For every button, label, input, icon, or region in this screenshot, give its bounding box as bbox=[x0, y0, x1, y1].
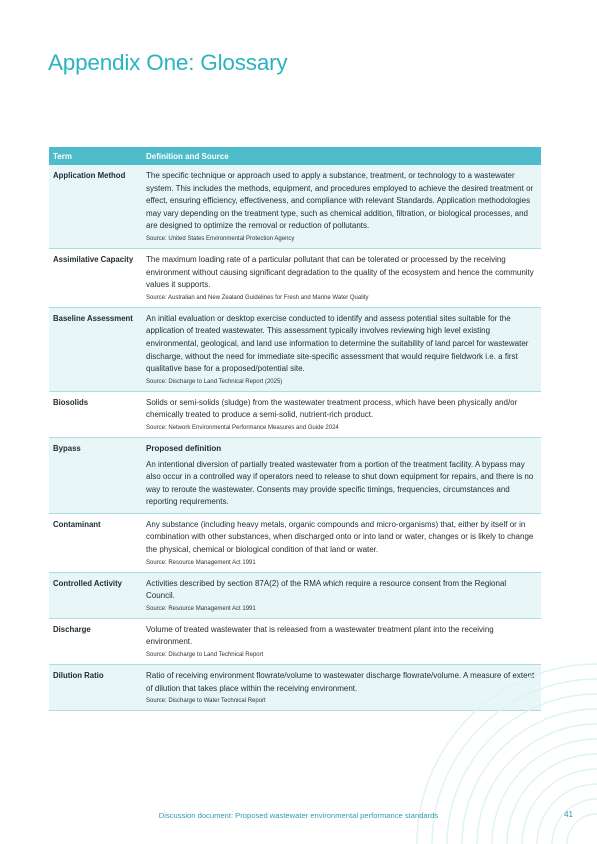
term-cell: Bypass bbox=[49, 437, 142, 513]
page-number: 41 bbox=[564, 810, 573, 819]
glossary-table bbox=[49, 147, 541, 711]
term-cell: Assimilative Capacity bbox=[49, 248, 142, 307]
definition-cell bbox=[142, 618, 541, 664]
term-cell: Dilution Ratio bbox=[49, 665, 142, 711]
table-row bbox=[49, 165, 541, 248]
table-row bbox=[49, 437, 541, 513]
definition-cell bbox=[142, 307, 541, 391]
term-cell: Controlled Activity bbox=[49, 572, 142, 618]
definition-text: Any substance (including heavy metals, organic compounds and micro-organisms) that, either by itself or in combination with other substances, when discharged onto or into land or water, changes or is likely to change the physical, chemical or biological condition of that land or water. bbox=[146, 519, 534, 555]
definition-text: Ratio of receiving environment flowrate/volume to wastewater discharge flowrate/volume. A measure of extent of dilution that takes place within the receiving environment. bbox=[146, 671, 535, 693]
definition-source: Source: Resource Management Act 1991 bbox=[146, 559, 256, 566]
definition-text: An initial evaluation or desktop exercise conducted to identify and assess potential sites suitable for the application of treated wastewater. This assessment typically involves reviewing high level existing environmental, geological, and land use information to determine the suitability of land parcel for wastewater discharge, without the need for immediate site-specific assessment that would require fieldwork i.e. a first qualitative base for a proposed/potential site. bbox=[146, 313, 529, 374]
table-row bbox=[49, 572, 541, 618]
table-row bbox=[49, 665, 541, 711]
definition-cell bbox=[142, 248, 541, 307]
table-row bbox=[49, 248, 541, 307]
definition-cell bbox=[142, 513, 541, 572]
page-footer: Discussion document: Proposed wastewater environmental performance standards bbox=[158, 811, 439, 820]
definition-text: Solids or semi-solids (sludge) from the wastewater treatment process, which have been physically and/or chemically treated to produce a semi-solid, nutrient-rich product. bbox=[146, 397, 518, 420]
definition-cell bbox=[142, 572, 541, 618]
definition-source: Source: Resource Management Act 1991 bbox=[146, 605, 256, 612]
term-cell: Discharge bbox=[49, 618, 142, 664]
table-row bbox=[49, 391, 541, 437]
table-header-row bbox=[49, 147, 541, 165]
definition-cell bbox=[142, 391, 541, 437]
term-cell: Application Method bbox=[49, 165, 142, 248]
term-cell: Biosolids bbox=[49, 391, 142, 437]
definition-source: Source: United States Environmental Protection Agency bbox=[146, 235, 295, 242]
column-header-definition: Definition and Source bbox=[142, 147, 541, 165]
definition-source: Source: Discharge to Water Technical Report bbox=[146, 698, 266, 705]
definition-source: Source: Network Environmental Performance Measures and Guide 2024 bbox=[146, 424, 339, 431]
definition-source: Source: Discharge to Land Technical Report (2025) bbox=[146, 378, 283, 385]
definition-cell bbox=[142, 165, 541, 248]
table-row bbox=[49, 513, 541, 572]
definition-text: Activities described by section 87A(2) of the RMA which require a resource consent from the Regional Council. bbox=[146, 578, 507, 601]
term-cell: Baseline Assessment bbox=[49, 307, 142, 391]
definition-cell bbox=[142, 437, 541, 513]
table-row bbox=[49, 618, 541, 664]
page-title: Appendix One: Glossary bbox=[48, 50, 288, 75]
definition-text: The specific technique or approach used to apply a substance, treatment, or technology to a wastewater system. This includes the methods, equipment, and procedures employed to achieve the desired treatment or effect, ensuring efficiency, effectiveness, and compliance with relevant Standards. Application methodologies may vary depending on the treatment type, such as chemical addition, filtration, or biological processes, and are designed to optimize the removal or reduction of pollutants. bbox=[146, 171, 534, 231]
column-header-term: Term bbox=[49, 147, 142, 165]
definition-text: Volume of treated wastewater that is released from a wastewater treatment plant into the receiving environment. bbox=[146, 624, 494, 647]
table-row bbox=[49, 307, 541, 391]
definition-cell bbox=[142, 665, 541, 711]
definition-text: An intentional diversion of partially treated wastewater from a portion of the treatment facility. A bypass may also occur in a controlled way if operators need to release to shut down equipment for repairs, and there is no way to reroute the wastewater. Consents may provide specific timings, frequencies, circumstances and reporting requirements. bbox=[146, 459, 534, 507]
term-cell: Contaminant bbox=[49, 513, 142, 572]
definition-source: Source: Discharge to Land Technical Report bbox=[146, 652, 264, 659]
definition-source: Source: Australian and New Zealand Guidelines for Fresh and Marine Water Quality bbox=[146, 294, 369, 301]
definition-heading: Proposed definition bbox=[146, 443, 222, 453]
definition-text: The maximum loading rate of a particular pollutant that can be tolerated or processed by the receiving environment without causing significant degradation to the quality of the ecosystem and hence the community values it supports. bbox=[146, 254, 534, 290]
